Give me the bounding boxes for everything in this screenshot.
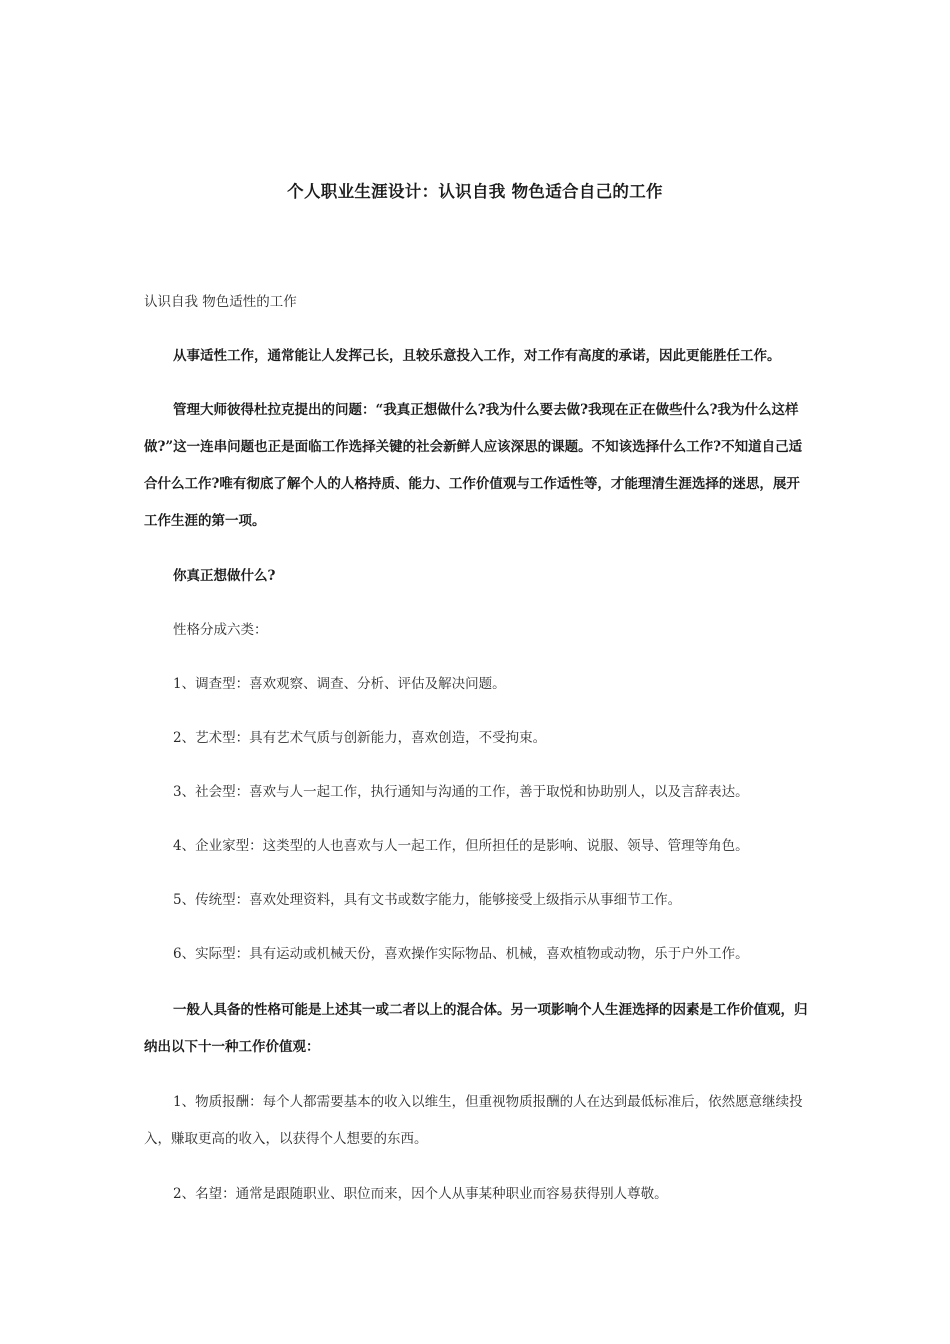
- paragraph-work-values-intro: 一般人具备的性格可能是上述其一或二者以上的混合体。另一项影响个人生涯选择的因素是工作价值观，归纳出以下十一种工作价值观：: [144, 1002, 808, 1055]
- list-item: 1、物质报酬：每个人都需要基本的收入以维生，但重视物质报酬的人在达到最低标准后，依然愿意继续投入，赚取更高的收入，以获得个人想要的东西。: [144, 1094, 803, 1147]
- list-item: 5、传统型：喜欢处理资料，具有文书或数字能力，能够接受上级指示从事细节工作。: [173, 892, 682, 908]
- paragraph-drucker-question: 管理大师彼得杜拉克提出的问题：“我真正想做什么?我为什么要去做?我现在正在做些什么?我为什么这样做?”这一连串问题也正是面临工作选择关键的社会新鲜人应该深思的课题。不知该选择什么工作?不知道自己适合什么工作?唯有彻底了解个人的人格持质、能力、工作价值观与工作适性等，才能理清生涯选择的迷思，展开工作生涯的第一项。: [144, 402, 803, 529]
- list-item: 2、艺术型：具有艺术气质与创新能力，喜欢创造，不受拘束。: [173, 730, 547, 746]
- list-item: 6、实际型：具有运动或机械天份，喜欢操作实际物品、机械，喜欢植物或动物，乐于户外工作。: [173, 946, 749, 962]
- question-heading: 你真正想做什么?: [173, 568, 276, 584]
- personality-types-heading: 性格分成六类：: [173, 622, 268, 638]
- list-item: 1、调查型：喜欢观察、调查、分析、评估及解决问题。: [173, 676, 506, 692]
- section-subtitle: 认识自我 物色适性的工作: [144, 294, 297, 310]
- document-title: 个人职业生涯设计：认识自我 物色适合自己的工作: [287, 182, 663, 201]
- list-item: 4、企业家型：这类型的人也喜欢与人一起工作，但所担任的是影响、说服、领导、管理等角色。: [173, 838, 749, 854]
- paragraph-intro: 从事适性工作，通常能让人发挥己长，且较乐意投入工作，对工作有高度的承诺，因此更能胜任工作。: [173, 348, 781, 364]
- list-item: 2、名望：通常是跟随职业、职位而来，因个人从事某种职业而容易获得别人尊敬。: [173, 1186, 668, 1202]
- list-item: 3、社会型：喜欢与人一起工作，执行通知与沟通的工作，善于取悦和协助别人，以及言辞表达。: [173, 784, 749, 800]
